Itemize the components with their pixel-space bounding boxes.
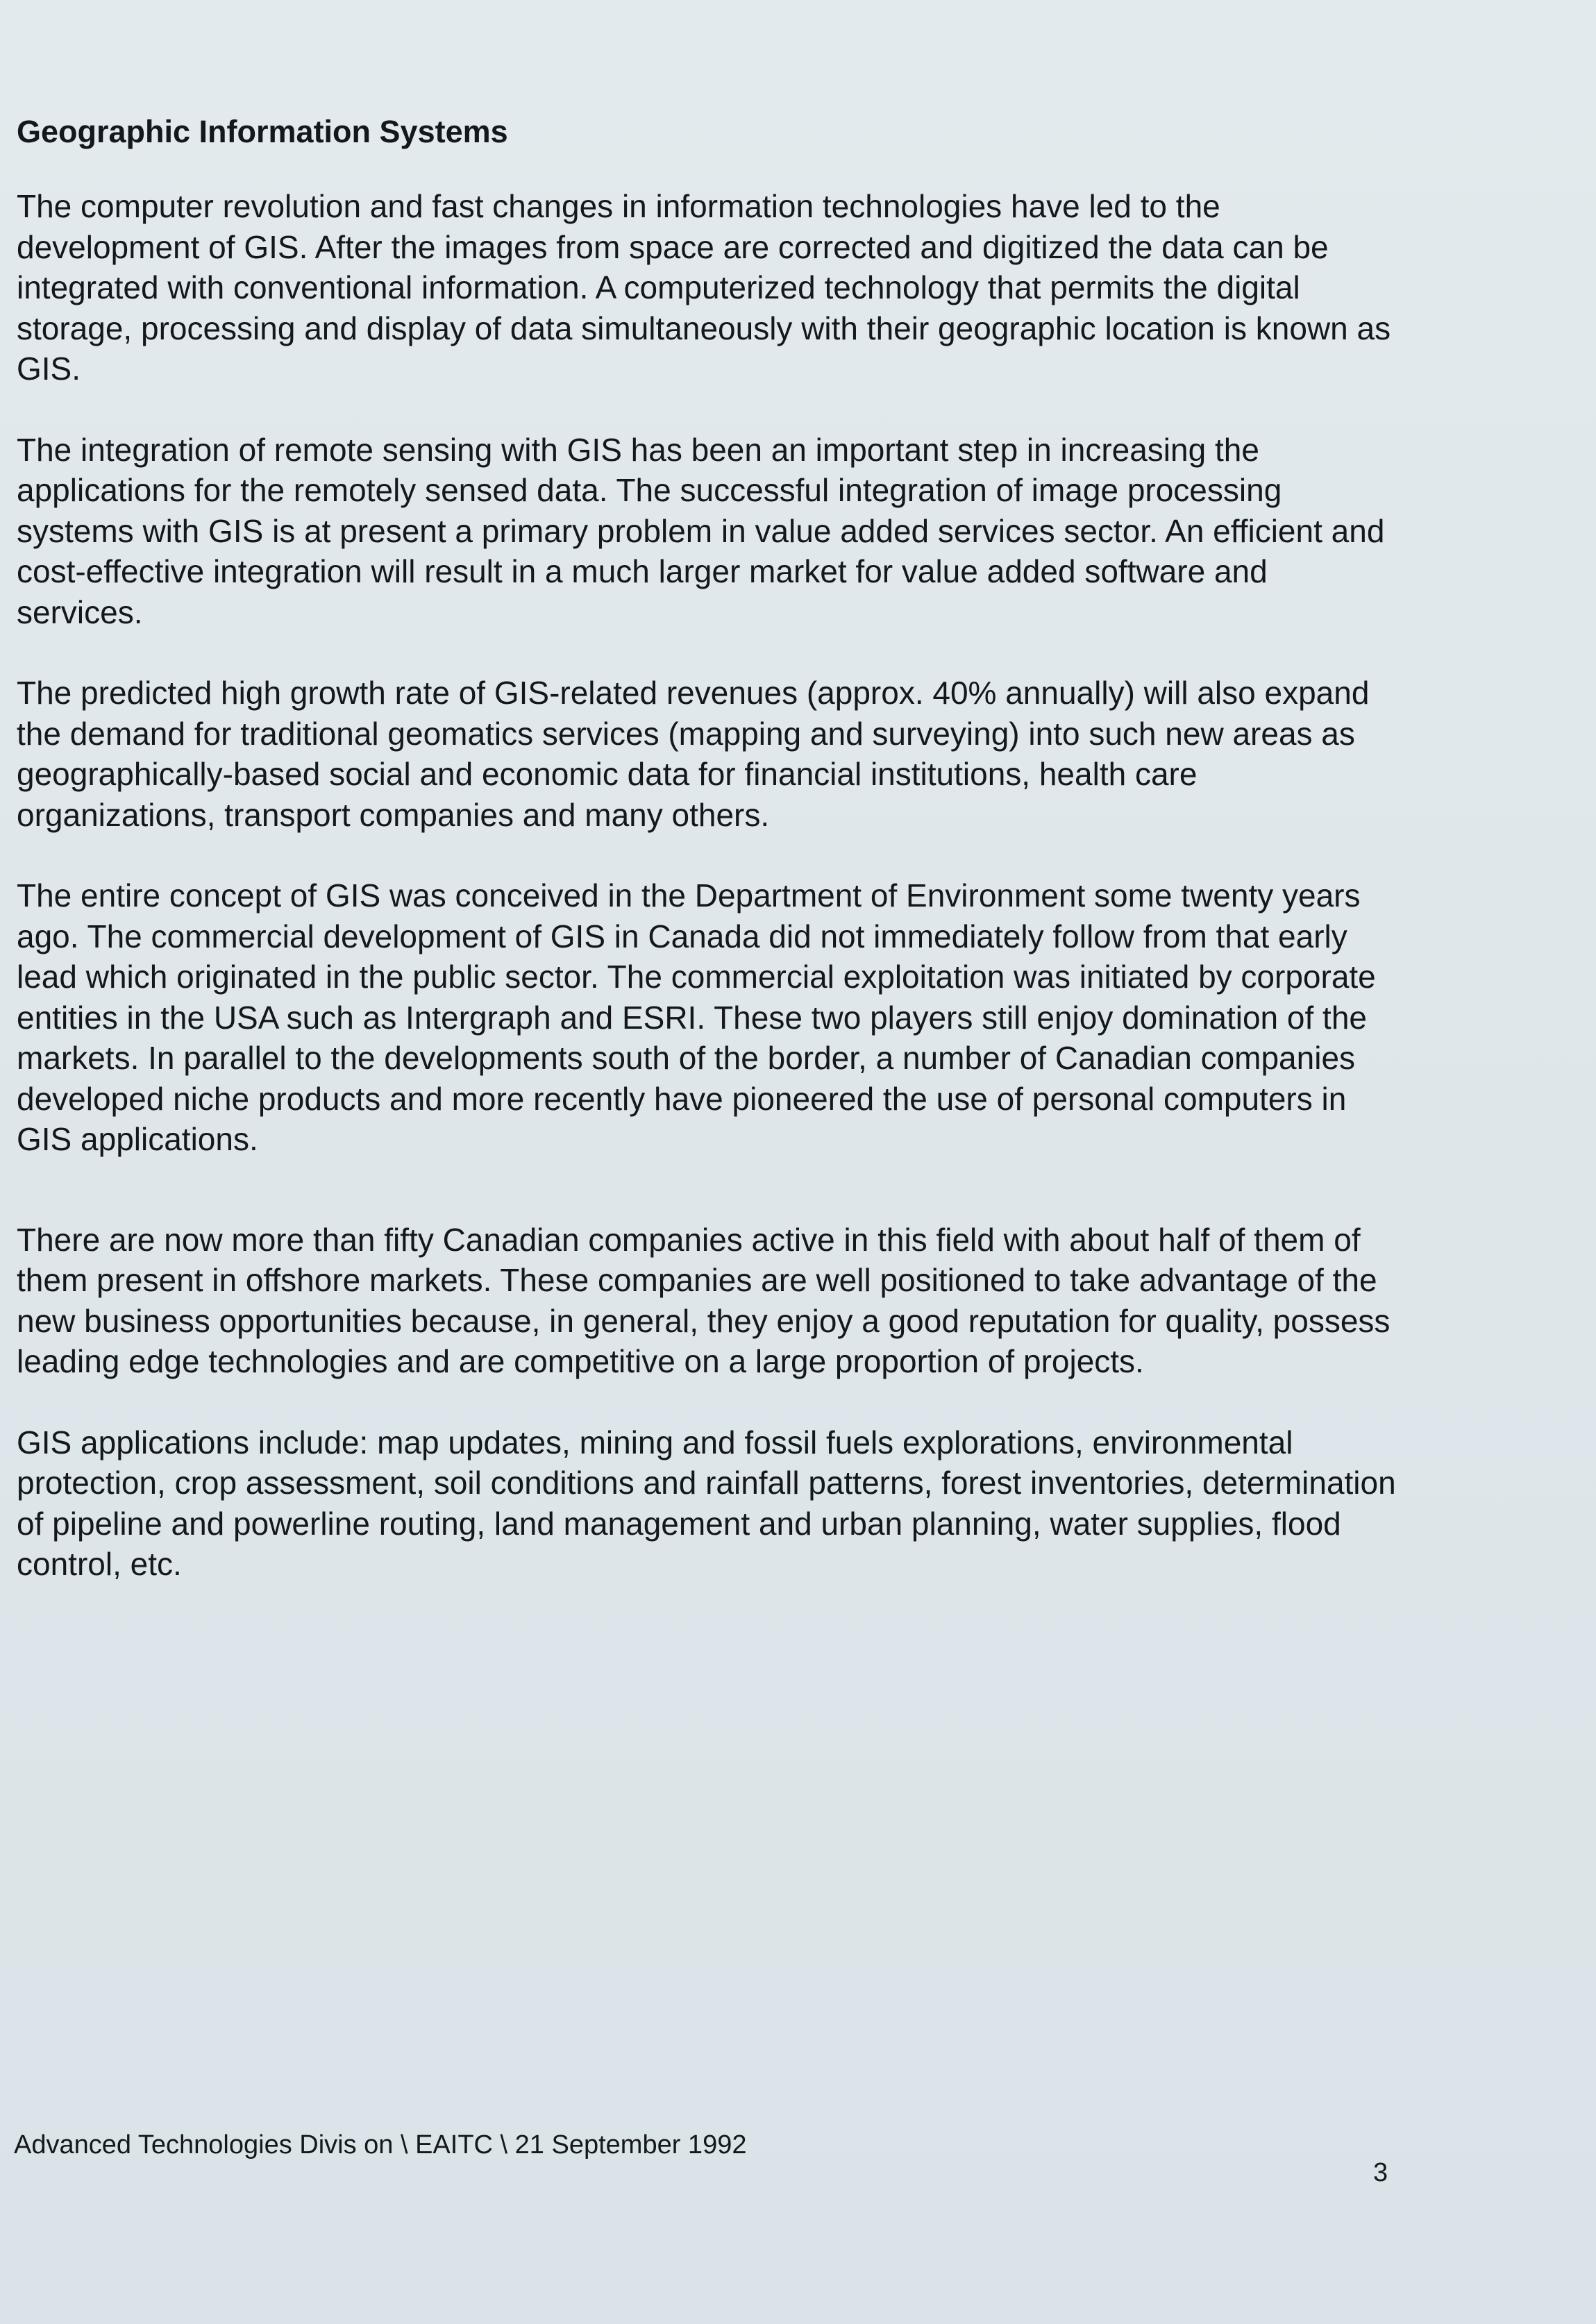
document-body xyxy=(17,111,1398,1625)
section-heading: Geographic Information Systems xyxy=(17,114,508,149)
footer-source: Advanced Technologies Divis on \ EAITC \ 21 September 1992 xyxy=(14,2130,747,2159)
paragraph-gis-development: The computer revolution and fast changes in information technologies have led to the development of GIS. After the images from space are corrected and digitized the data can be integrated with conventional information. A computerized technology that permits the digital storage, processing and display of data simultaneously with their geographic location is known as GIS. xyxy=(17,188,1391,387)
paragraph-gis-applications: GIS applications include: map updates, mining and fossil fuels explorations, environmental protection, crop assessment, soil conditions and rainfall patterns, forest inventories, determination of pipeline and powerline routing, land management and urban planning, water supplies, flood control, etc. xyxy=(17,1424,1396,1582)
page-number: 3 xyxy=(1373,2158,1388,2187)
paragraph-canadian-companies: There are now more than fifty Canadian companies active in this field with about half of them of them present in offshore markets. These companies are well positioned to take advantage of the new business opportunities because, in general, they enjoy a good reputation for quality, possess leading edge technologies and are competitive on a large proportion of projects. xyxy=(17,1221,1391,1379)
paragraph-gis-history: The entire concept of GIS was conceived in the Department of Environment some twenty years ago. The commercial development of GIS in Canada did not immediately follow from that early lead which originated in the public sector. The commercial exploitation was initiated by corporate entities in the USA such as Intergraph and ESRI. These two players still enjoy domination of the markets. In parallel to the developments south of the border, a number of Canadian companies developed niche products and more recently have pioneered the use of personal computers in GIS applications. xyxy=(17,877,1376,1157)
paragraph-growth-rate: The predicted high growth rate of GIS-related revenues (approx. 40% annually) will also expand the demand for traditional geomatics services (mapping and surveying) into such new areas as geographically-based social and economic data for financial institutions, health care organizations, transport companies and many others. xyxy=(17,675,1370,833)
paragraph-remote-sensing-integration: The integration of remote sensing with GIS has been an important step in increasing the applications for the remotely sensed data. The successful integration of image processing systems with GIS is at present a primary problem in value added services sector. An efficient and cost-effective integration will result in a much larger market for value added software and services. xyxy=(17,431,1385,630)
